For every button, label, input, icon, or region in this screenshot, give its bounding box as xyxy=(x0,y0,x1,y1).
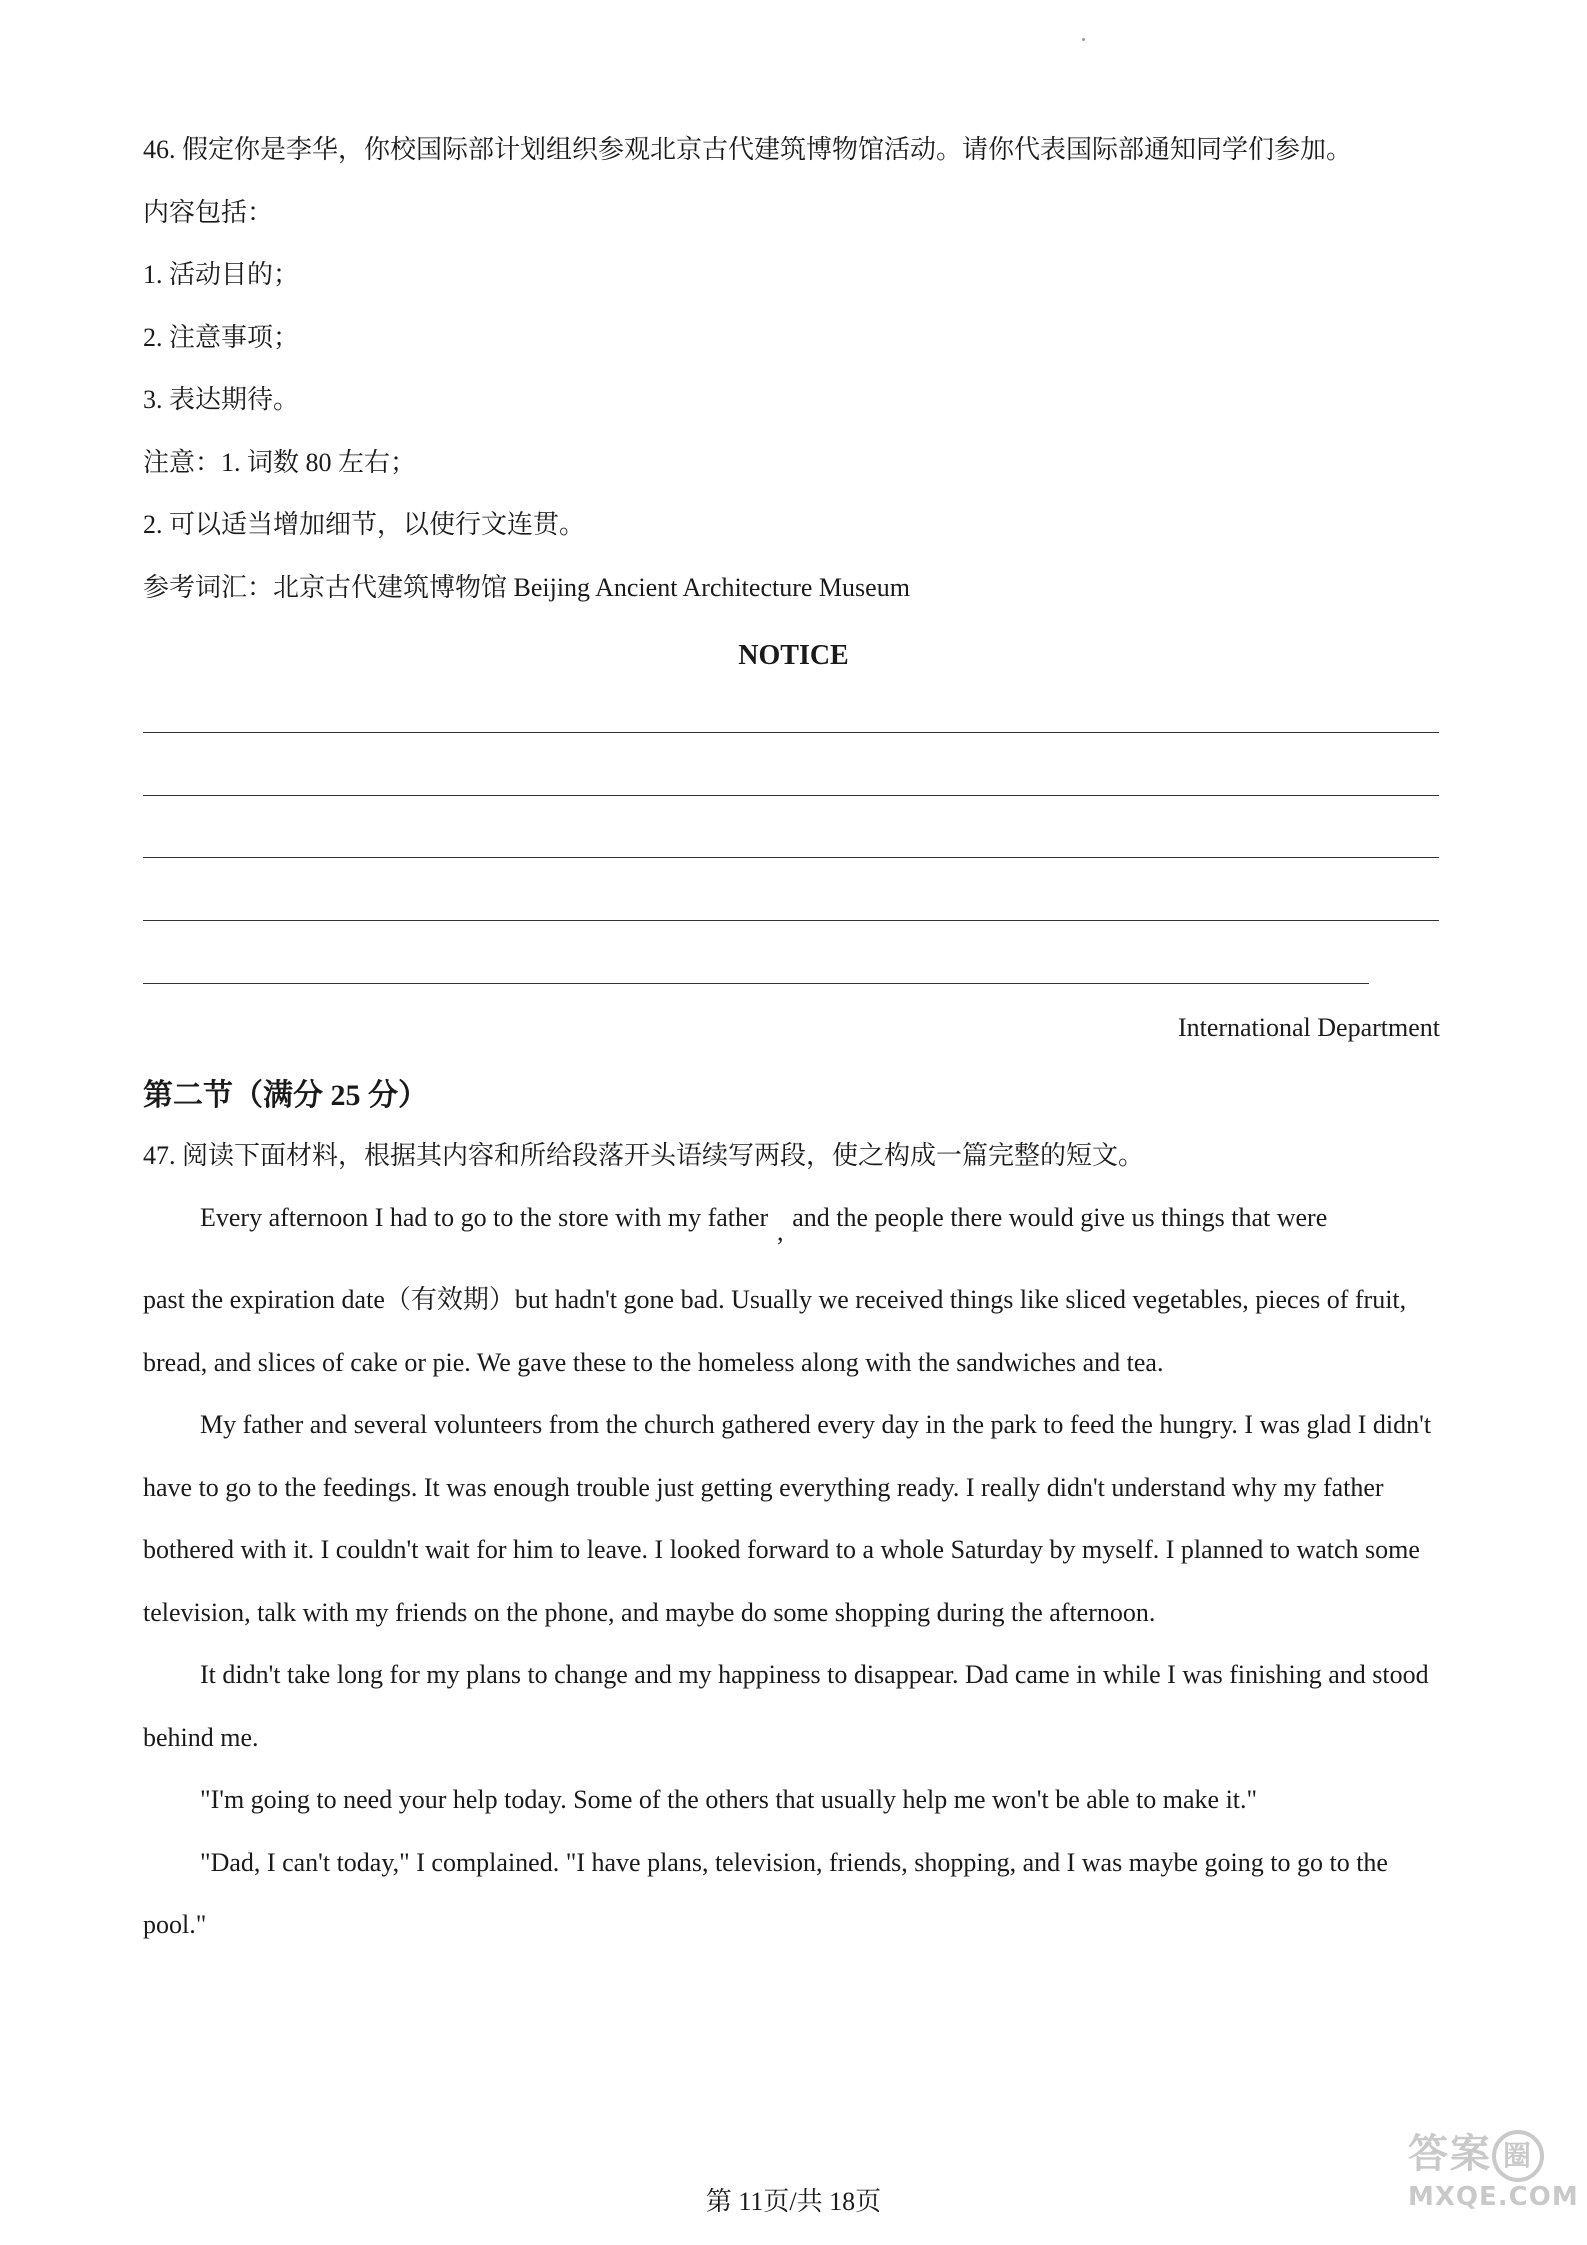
q46-note-1: 注意：1. 词数 80 左右； xyxy=(143,448,417,477)
watermark-circle: 圈 xyxy=(1492,2130,1544,2182)
writing-line-3 xyxy=(143,857,1439,858)
q47-paragraph-5: "Dad, I can't today," I complained. "I have plans, television, friends, shopping, and I was maybe going to go to the pool." xyxy=(143,1847,1388,1939)
q47-p1-part-a: Every afternoon I had to go to the store with my father xyxy=(200,1203,769,1232)
q47-p1-line1 xyxy=(200,1203,1328,1246)
writing-line-1 xyxy=(143,732,1439,733)
scan-dot xyxy=(1082,38,1085,41)
q47-prompt: 47. 阅读下面材料，根据其内容和所给段落开头语续写两段，使之构成一篇完整的短文。 xyxy=(143,1141,1145,1170)
q47-passage xyxy=(143,1269,1448,1957)
notice-title: NOTICE xyxy=(738,640,849,671)
site-watermark-logo xyxy=(1408,2130,1578,2235)
q46-prompt: 46. 假定你是李华，你校国际部计划组织参观北京古代建筑博物馆活动。请你代表国际部通知同学们参加。 xyxy=(143,135,1353,164)
page-footer: 第 11页/共 18页 xyxy=(705,2187,882,2216)
q46-item-3: 3. 表达期待。 xyxy=(143,385,300,414)
q46-note-2: 2. 可以适当增加细节，以使行文连贯。 xyxy=(143,510,586,539)
q47-p1-rest: past the expiration date（有效期）but hadn't gone bad. Usually we received things like sliced vegetables, pieces of fruit, bread, and slices of cake or pie. We gave these to the homeless along with the sandwiches and tea. xyxy=(143,1285,1407,1377)
notice-signature: International Department xyxy=(1177,1013,1440,1042)
q47-p1-part-b: and the people there would give us things that were xyxy=(792,1203,1328,1232)
writing-line-2 xyxy=(143,795,1439,796)
q47-paragraph-2: My father and several volunteers from the church gathered every day in the park to feed the hungry. I was glad I didn't have to go to the feedings. It was enough trouble just getting everything ready. I really didn't understand why my father bothered with it. I couldn't wait for him to leave. I looked forward to a whole Saturday by myself. I planned to watch some television, talk with my friends on the phone, and maybe do some shopping during the afternoon. xyxy=(143,1410,1432,1627)
q46-vocab: 参考词汇：北京古代建筑博物馆 Beijing Ancient Architecture Museum xyxy=(143,573,910,602)
q47-paragraph-4: "I'm going to need your help today. Some of the others that usually help me won't be able to make it." xyxy=(200,1785,1258,1814)
watermark-line2: MXQE.COM xyxy=(1408,2182,1579,2212)
q47-paragraph-3: It didn't take long for my plans to change and my happiness to disappear. Dad came in while I was finishing and stood behind me. xyxy=(143,1660,1429,1752)
section-title: 第二节（满分 25 分） xyxy=(143,1079,428,1112)
q46-content-heading: 内容包括： xyxy=(143,198,274,227)
writing-line-5 xyxy=(143,983,1369,984)
q46-item-2: 2. 注意事项； xyxy=(143,323,300,352)
q47-p1-comma: , xyxy=(776,1217,784,1246)
q46-item-1: 1. 活动目的； xyxy=(143,260,300,289)
writing-line-4 xyxy=(143,920,1439,921)
watermark-line1: 答案 圈 xyxy=(1408,2130,1578,2182)
